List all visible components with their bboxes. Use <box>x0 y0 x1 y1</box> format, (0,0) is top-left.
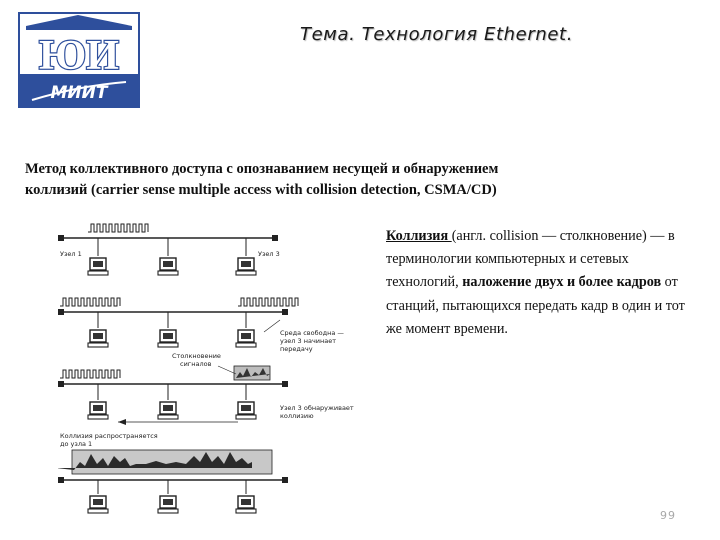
definition-bold-part: наложение двух и более кадров <box>462 274 662 291</box>
heading-line-1: Метод коллективного доступа с опознаванием несущей и обнаружением <box>25 161 499 177</box>
node3-label: Узел 3 <box>258 250 280 258</box>
definition-part-1: (англ. collision — столкновение) — в терминологии компьютерных и сетевых технологий, <box>386 228 675 291</box>
diagram-row-4 <box>58 419 288 513</box>
heading-line-2: коллизий (carrier sense multiple access with collision detection, CSMA/CD) <box>25 182 497 198</box>
detects-label-1: Узел 3 обнаруживает <box>280 404 354 412</box>
definition-part-2: от станций, пытающихся передать кадр в один и тот же момент времени. <box>386 274 685 337</box>
csma-cd-diagram <box>58 220 378 520</box>
page-number: 99 <box>660 509 676 522</box>
medium-free-label-1: Среда свободна — <box>280 329 344 337</box>
diagram-row-3 <box>58 352 354 420</box>
node1-label: Узел 1 <box>60 250 82 258</box>
logo-top-text: ЮИ <box>39 33 119 79</box>
medium-free-label-3: передачу <box>280 345 313 353</box>
spreads-label-2: до узла 1 <box>60 440 93 448</box>
collision-label-1: Столкновение <box>172 352 221 360</box>
slide-title: Тема. Технология Ethernet. <box>300 24 574 45</box>
collision-definition <box>386 225 698 341</box>
detects-label-2: коллизию <box>280 412 314 420</box>
university-logo <box>18 12 140 108</box>
diagram-row-1 <box>58 224 280 275</box>
collision-label-2: сигналов <box>180 360 212 368</box>
spreads-label-1: Коллизия распространяется <box>60 432 158 440</box>
definition-term: Коллизия <box>386 228 452 244</box>
logo-bottom-text: МИИТ <box>50 83 108 103</box>
diagram-row-2 <box>58 298 344 353</box>
medium-free-label-2: узел 3 начинает <box>280 337 337 345</box>
method-heading <box>25 159 665 201</box>
